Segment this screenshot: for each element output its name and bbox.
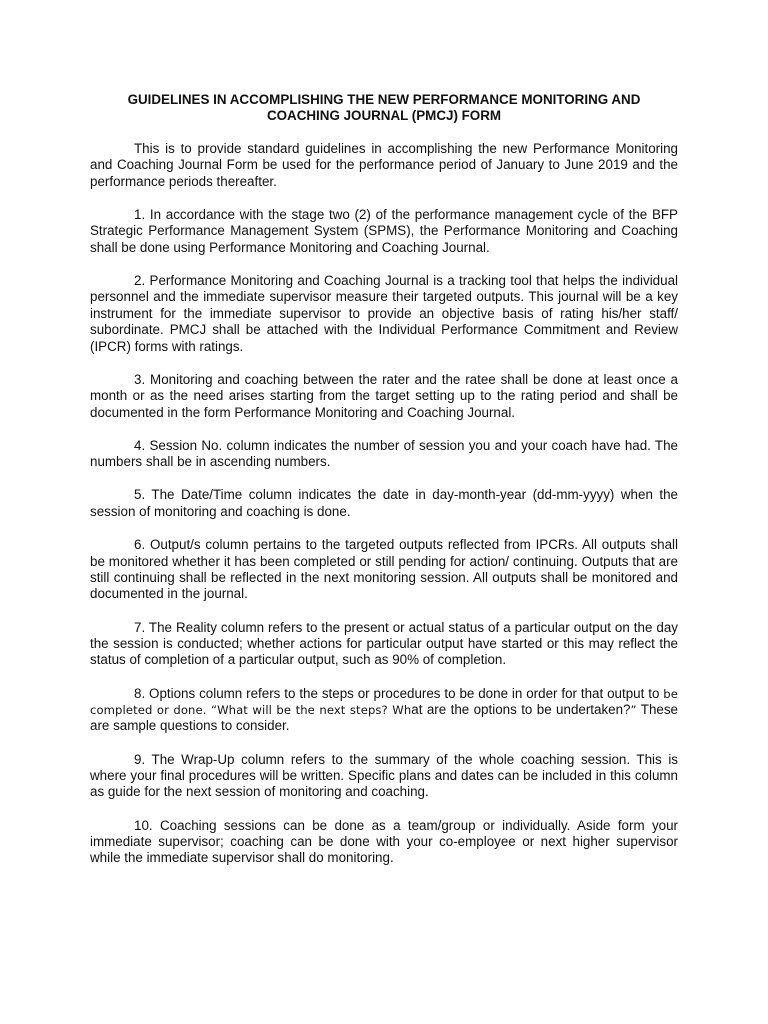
guideline-item-5: 5. The Date/Time column indicates the date in day-month-year (dd-mm-yyyy) when the session of monitoring and coaching is done. (90, 487, 678, 519)
item-8-part-1: 8. Options column refers to the steps or procedures to be done in order for that output to (134, 685, 664, 701)
guideline-item-10: 10. Coaching sessions can be done as a team/group or individually. Aside form your immediate supervisor; coaching can be done with your co-employee or next higher supervisor while the immediate supervisor shall do monitoring. (90, 817, 678, 866)
guideline-item-9: 9. The Wrap-Up column refers to the summary of the whole coaching session. This is where your final procedures will be written. Specific plans and dates can be included in this column as guide for the next session of monitoring and coaching. (90, 751, 678, 800)
guideline-item-3: 3. Monitoring and coaching between the rater and the ratee shall be done at least once a month or as the need arises starting from the target setting up to the rating period and shall be documented in the form Performance Monitoring and Coaching Journal. (90, 371, 678, 420)
document-page (90, 92, 678, 884)
item-8-part-5: These are sample questions to consider. (90, 701, 678, 734)
guideline-item-1: 1. In accordance with the stage two (2) of the performance management cycle of the BFP Strategic Performance Management System (SPMS), the Performance Monitoring and Coaching shall be done using Performance Monitoring and Coaching Journal. (90, 207, 678, 255)
guideline-item-4: 4. Session No. column indicates the number of session you and your coach have had. The numbers shall be in ascending numbers. (90, 437, 678, 470)
document-title (90, 92, 678, 124)
guideline-item-6: 6. Output/s column pertains to the targeted outputs reflected from IPCRs. All outputs shall be monitored whether it has been completed or still pending for action/ continuing. Outputs that are still continuing shall be reflected in the next monitoring session. All outputs shall be monitored and documented in the journal. (90, 537, 678, 602)
title-line-2: COACHING JOURNAL (PMCJ) FORM (266, 108, 502, 123)
guideline-item-7: 7. The Reality column refers to the present or actual status of a particular output on the day the session is conducted; whether actions for particular output have started or this may reflect the status of completion of a particular output, such as 90% of completion. (90, 619, 678, 668)
item-8-part-4: ” (630, 702, 637, 717)
item-8-part-3: at are the options to be undertaken? (411, 701, 631, 717)
item-8-part-2: be completed or done. “What will be the next steps? Wh (90, 686, 678, 717)
intro-paragraph: This is to provide standard guidelines in accomplishing the new Performance Monitoring and Coaching Journal Form be used for the performance period of January to June 2019 and the performance periods thereafter. (90, 141, 678, 189)
guideline-item-8 (90, 686, 678, 735)
title-line-1: GUIDELINES IN ACCOMPLISHING THE NEW PERFORMANCE MONITORING AND (127, 92, 641, 107)
guideline-item-2: 2. Performance Monitoring and Coaching Journal is a tracking tool that helps the individual personnel and the immediate supervisor measure their targeted outputs. This journal will be a key instrument for the immediate supervisor to provide an objective basis of rating his/her staff/ subordinate. PMCJ shall be attached with the Individual Performance Commitment and Review (IPCR) forms with ratings. (90, 273, 678, 354)
